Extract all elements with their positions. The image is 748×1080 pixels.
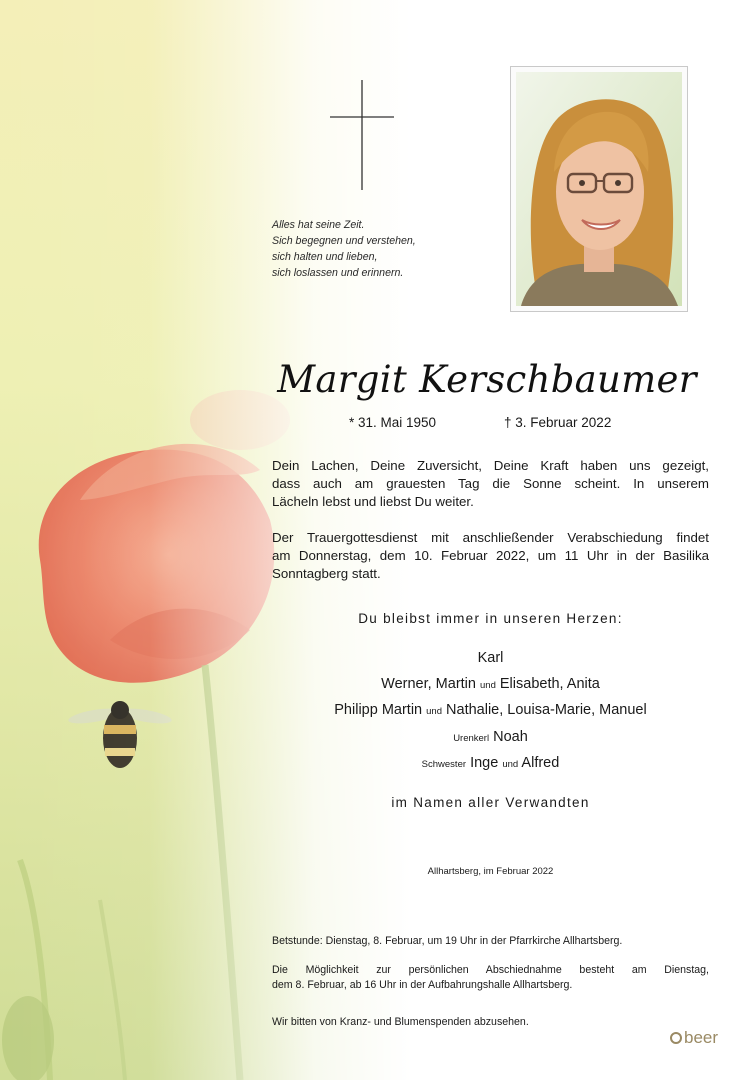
family-line-2 (272, 676, 709, 692)
family-line-5 (272, 755, 709, 771)
family-name: Inge (470, 755, 499, 771)
paragraph-line: am Donnerstag, dem 10. Februar 2022, um 11 Uhr in der Basilika (272, 548, 709, 563)
note-line: Betstunde: Dienstag, 8. Februar, um 19 Uhr in der Pfarrkirche Allhartsberg. (272, 935, 623, 947)
family-name: Alfred (521, 755, 560, 771)
family-name: Elisabeth, Anita (499, 676, 600, 692)
und-connector: und (426, 706, 442, 717)
cross-icon (330, 80, 394, 190)
family-name: Philipp Martin (334, 702, 423, 718)
abschied-note (272, 963, 709, 993)
family-name: Werner, Martin (381, 676, 476, 692)
relatives-line: im Namen aller Verwandten (391, 795, 590, 810)
quote-line: Sich begegnen und verstehen, (272, 235, 416, 247)
relation-label: Urenkerl (453, 733, 490, 744)
quote-line: sich halten und lieben, (272, 251, 378, 263)
service-paragraph (272, 529, 709, 583)
family-name: Noah (493, 729, 528, 745)
portrait-photo (516, 72, 682, 306)
family-line-1 (272, 650, 709, 666)
place-date: Allhartsberg, im Februar 2022 (427, 866, 554, 877)
paragraph-line: Der Trauergottesdienst mit anschließender Verabschiedung findet (272, 530, 709, 545)
note-line: Wir bitten von Kranz- und Blumenspenden abzusehen. (272, 1016, 529, 1028)
relation-label: Schwester (421, 759, 467, 770)
portrait-frame (510, 66, 688, 312)
kranz-note (272, 1015, 709, 1030)
birth-date: * 31. Mai 1950 (349, 415, 437, 430)
beer-logo (670, 1028, 718, 1048)
und-connector: und (480, 680, 496, 691)
note-line: dem 8. Februar, ab 16 Uhr in der Aufbahrungshalle Allhartsberg. (272, 979, 573, 991)
family-name: Nathalie, Louisa-Marie, Manuel (446, 702, 647, 718)
und-connector: und (502, 759, 519, 770)
paragraph-line: Dein Lachen, Deine Zuversicht, Deine Kraft haben uns gezeigt, (272, 458, 709, 473)
paragraph-line: Lächeln lebst und liebst Du weiter. (272, 494, 474, 509)
note-line: Die Möglichkeit zur persönlichen Abschiednahme besteht am Dienstag, (272, 964, 709, 976)
memorial-paragraph (272, 457, 709, 511)
quote-line: sich loslassen und erinnern. (272, 267, 404, 279)
herzen-line: Du bleibst immer in unseren Herzen: (358, 611, 623, 626)
family-line-3 (272, 702, 709, 718)
family-line-4 (272, 729, 709, 745)
paragraph-line: dass auch am grauesten Tag die Sonne scheint. In unserem (272, 476, 709, 491)
logo-mark-icon (670, 1032, 682, 1044)
death-date: † 3. Februar 2022 (504, 415, 612, 430)
quote-line: Alles hat seine Zeit. (272, 219, 365, 231)
betstunde-note (272, 934, 709, 949)
deceased-name: Margit Kerschbaumer (277, 358, 697, 401)
logo-text: beer (684, 1028, 719, 1047)
family-name: Karl (477, 650, 504, 666)
paragraph-line: Sonntagberg statt. (272, 566, 381, 581)
poem-quote (272, 217, 492, 281)
